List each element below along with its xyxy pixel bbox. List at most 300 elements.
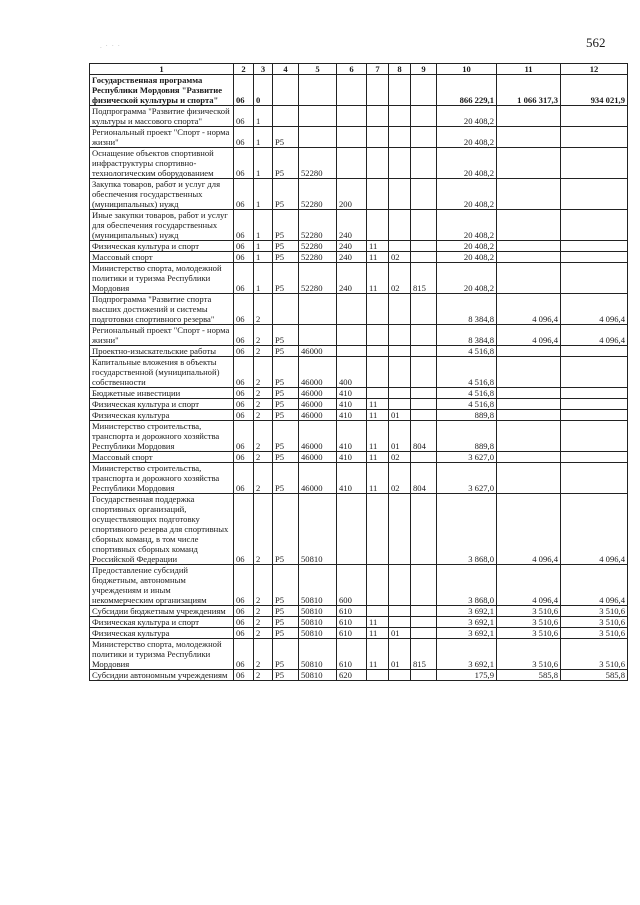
cell-col-8 [389,494,411,565]
cell-col-4: P5 [273,263,299,294]
cell-col-7: 11 [367,463,389,494]
row-name-cell: Государственная поддержка спортивных организаций, осуществляющих подготовку спортивного резерва для спортивных сборных команд, в том числе спортивных сборных команд Российской Федерации [90,494,234,565]
cell-col-5: 52280 [299,241,337,252]
cell-col-7: 11 [367,241,389,252]
row-name-cell: Министерство спорта, молодежной политики и туризма Республики Мордовия [90,263,234,294]
cell-col-11: 3 510,6 [497,606,561,617]
cell-col-7 [367,606,389,617]
cell-col-12: 585,8 [561,670,628,681]
cell-col-9 [411,628,437,639]
cell-col-8 [389,617,411,628]
cell-col-2: 06 [234,606,254,617]
cell-col-8 [389,606,411,617]
cell-col-4: P5 [273,325,299,346]
cell-col-5: 46000 [299,421,337,452]
table-header-row [90,64,628,75]
cell-col-10: 20 408,2 [437,241,497,252]
cell-col-11 [497,388,561,399]
cell-col-3: 1 [254,127,273,148]
cell-col-11 [497,148,561,179]
cell-col-3: 1 [254,179,273,210]
cell-col-2: 06 [234,263,254,294]
cell-col-8: 02 [389,452,411,463]
cell-col-9 [411,148,437,179]
cell-col-8 [389,210,411,241]
cell-col-2: 06 [234,106,254,127]
cell-col-10: 866 229,1 [437,75,497,106]
cell-col-7 [367,670,389,681]
table-row [90,410,628,421]
cell-col-3: 2 [254,628,273,639]
cell-col-11 [497,179,561,210]
cell-col-5 [299,106,337,127]
cell-col-12 [561,388,628,399]
cell-col-12 [561,210,628,241]
cell-col-4: P5 [273,241,299,252]
cell-col-5 [299,325,337,346]
cell-col-3: 2 [254,388,273,399]
cell-col-9 [411,606,437,617]
cell-col-11 [497,399,561,410]
cell-col-9: 815 [411,263,437,294]
cell-col-2: 06 [234,670,254,681]
cell-col-12 [561,463,628,494]
scan-artifact: . · · · [100,42,121,50]
row-name-cell: Региональный проект "Спорт - норма жизни" [90,325,234,346]
cell-col-12 [561,399,628,410]
cell-col-10: 20 408,2 [437,179,497,210]
cell-col-7 [367,357,389,388]
cell-col-11: 4 096,4 [497,294,561,325]
cell-col-8: 01 [389,628,411,639]
cell-col-10: 3 692,1 [437,639,497,670]
cell-col-12: 3 510,6 [561,606,628,617]
cell-col-7 [367,75,389,106]
cell-col-10: 4 516,8 [437,399,497,410]
cell-col-7: 11 [367,252,389,263]
cell-col-10: 3 868,0 [437,565,497,606]
cell-col-2: 06 [234,357,254,388]
row-name-cell: Массовый спорт [90,452,234,463]
cell-col-3: 2 [254,421,273,452]
cell-col-4: P5 [273,670,299,681]
cell-col-4: P5 [273,421,299,452]
cell-col-12 [561,179,628,210]
cell-col-10: 3 868,0 [437,494,497,565]
cell-col-10: 20 408,2 [437,148,497,179]
cell-col-7: 11 [367,410,389,421]
cell-col-9 [411,294,437,325]
cell-col-6: 410 [337,399,367,410]
cell-col-10: 20 408,2 [437,106,497,127]
table-row [90,75,628,106]
cell-col-7 [367,148,389,179]
cell-col-7 [367,565,389,606]
cell-col-9: 804 [411,463,437,494]
cell-col-12: 4 096,4 [561,294,628,325]
cell-col-3: 1 [254,263,273,294]
table-row [90,325,628,346]
cell-col-10: 4 516,8 [437,388,497,399]
cell-col-4 [273,294,299,325]
cell-col-2: 06 [234,452,254,463]
column-header: 2 [234,64,254,75]
cell-col-3: 2 [254,565,273,606]
cell-col-5: 46000 [299,388,337,399]
cell-col-10: 20 408,2 [437,263,497,294]
cell-col-8: 01 [389,421,411,452]
cell-col-12 [561,357,628,388]
cell-col-2: 06 [234,148,254,179]
cell-col-9: 815 [411,639,437,670]
cell-col-12: 3 510,6 [561,628,628,639]
cell-col-8 [389,241,411,252]
cell-col-3: 1 [254,252,273,263]
cell-col-9 [411,410,437,421]
cell-col-7 [367,210,389,241]
cell-col-7: 11 [367,421,389,452]
column-header: 6 [337,64,367,75]
cell-col-8: 01 [389,639,411,670]
row-name-cell: Капитальные вложения в объекты государственной (муниципальной) собственности [90,357,234,388]
cell-col-11: 3 510,6 [497,628,561,639]
cell-col-8 [389,670,411,681]
cell-col-3: 1 [254,106,273,127]
table-row [90,106,628,127]
cell-col-6: 410 [337,452,367,463]
cell-col-12 [561,241,628,252]
cell-col-5: 50810 [299,565,337,606]
cell-col-4: P5 [273,346,299,357]
table-row [90,210,628,241]
cell-col-7 [367,325,389,346]
cell-col-8 [389,346,411,357]
cell-col-11 [497,241,561,252]
cell-col-10: 3 627,0 [437,452,497,463]
cell-col-4: P5 [273,410,299,421]
cell-col-9 [411,452,437,463]
cell-col-10: 3 692,1 [437,617,497,628]
cell-col-8 [389,565,411,606]
table-row [90,617,628,628]
cell-col-4: P5 [273,210,299,241]
cell-col-12: 4 096,4 [561,325,628,346]
cell-col-3: 2 [254,294,273,325]
cell-col-4: P5 [273,388,299,399]
cell-col-5: 50810 [299,639,337,670]
cell-col-3: 2 [254,606,273,617]
cell-col-8 [389,106,411,127]
cell-col-5: 46000 [299,452,337,463]
cell-col-10: 3 627,0 [437,463,497,494]
row-name-cell: Подпрограмма "Развитие физической культуры и массового спорта" [90,106,234,127]
cell-col-9 [411,179,437,210]
table-row [90,494,628,565]
cell-col-7: 11 [367,263,389,294]
cell-col-12: 3 510,6 [561,639,628,670]
cell-col-6: 610 [337,606,367,617]
cell-col-8 [389,325,411,346]
cell-col-9 [411,346,437,357]
cell-col-2: 06 [234,421,254,452]
cell-col-8: 02 [389,252,411,263]
cell-col-8 [389,148,411,179]
cell-col-2: 06 [234,294,254,325]
cell-col-11 [497,263,561,294]
cell-col-9 [411,399,437,410]
cell-col-5 [299,294,337,325]
cell-col-11 [497,346,561,357]
cell-col-2: 06 [234,325,254,346]
cell-col-5: 50810 [299,670,337,681]
cell-col-6: 240 [337,252,367,263]
row-name-cell: Субсидии автономным учреждениям [90,670,234,681]
table-row [90,565,628,606]
column-header: 4 [273,64,299,75]
cell-col-9 [411,241,437,252]
cell-col-2: 06 [234,179,254,210]
cell-col-8 [389,399,411,410]
cell-col-12 [561,421,628,452]
cell-col-5: 46000 [299,410,337,421]
cell-col-2: 06 [234,241,254,252]
cell-col-8 [389,357,411,388]
table-body [90,75,628,681]
cell-col-9 [411,357,437,388]
row-name-cell: Подпрограмма "Развитие спорта высших достижений и системы подготовки спортивного резерва" [90,294,234,325]
cell-col-6 [337,294,367,325]
cell-col-4: P5 [273,452,299,463]
cell-col-4: P5 [273,494,299,565]
cell-col-9 [411,75,437,106]
table-row [90,463,628,494]
cell-col-4: P5 [273,357,299,388]
cell-col-12 [561,127,628,148]
cell-col-11 [497,410,561,421]
cell-col-3: 2 [254,494,273,565]
cell-col-11: 1 066 317,3 [497,75,561,106]
cell-col-8 [389,75,411,106]
table-row [90,421,628,452]
table-row [90,606,628,617]
cell-col-5 [299,75,337,106]
cell-col-5: 52280 [299,210,337,241]
cell-col-3: 2 [254,357,273,388]
cell-col-4: P5 [273,565,299,606]
row-name-cell: Физическая культура [90,410,234,421]
cell-col-6 [337,346,367,357]
row-name-cell: Проектно-изыскательские работы [90,346,234,357]
cell-col-12: 3 510,6 [561,617,628,628]
cell-col-5: 52280 [299,179,337,210]
cell-col-3: 2 [254,463,273,494]
cell-col-6 [337,127,367,148]
cell-col-7 [367,494,389,565]
row-name-cell: Министерство спорта, молодежной политики и туризма Республики Мордовия [90,639,234,670]
table-row [90,388,628,399]
cell-col-4: P5 [273,148,299,179]
cell-col-7: 11 [367,628,389,639]
cell-col-4: P5 [273,628,299,639]
column-header: 3 [254,64,273,75]
cell-col-6: 610 [337,639,367,670]
cell-col-6: 600 [337,565,367,606]
cell-col-12 [561,106,628,127]
cell-col-8 [389,179,411,210]
cell-col-6: 410 [337,463,367,494]
cell-col-2: 06 [234,639,254,670]
row-name-cell: Министерство строительства, транспорта и дорожного хозяйства Республики Мордовия [90,421,234,452]
table-row [90,148,628,179]
column-header: 11 [497,64,561,75]
cell-col-7: 11 [367,639,389,670]
cell-col-3: 1 [254,210,273,241]
cell-col-5: 50810 [299,494,337,565]
cell-col-3: 1 [254,148,273,179]
cell-col-10: 4 516,8 [437,357,497,388]
cell-col-2: 06 [234,628,254,639]
cell-col-6: 200 [337,179,367,210]
cell-col-3: 2 [254,325,273,346]
cell-col-10: 20 408,2 [437,127,497,148]
table-row [90,127,628,148]
column-header: 7 [367,64,389,75]
cell-col-6 [337,494,367,565]
row-name-cell: Региональный проект "Спорт - норма жизни" [90,127,234,148]
cell-col-5: 46000 [299,357,337,388]
cell-col-6: 240 [337,263,367,294]
cell-col-11 [497,357,561,388]
cell-col-3: 2 [254,410,273,421]
row-name-cell: Закупка товаров, работ и услуг для обеспечения государственных (муниципальных) нужд [90,179,234,210]
row-name-cell: Предоставление субсидий бюджетным, автономным учреждениям и иным некоммерческим организациям [90,565,234,606]
cell-col-2: 06 [234,463,254,494]
cell-col-11 [497,210,561,241]
cell-col-12: 4 096,4 [561,494,628,565]
cell-col-7 [367,127,389,148]
cell-col-12 [561,263,628,294]
table-row [90,294,628,325]
cell-col-3: 1 [254,241,273,252]
cell-col-9 [411,106,437,127]
cell-col-3: 2 [254,639,273,670]
row-name-cell: Субсидии бюджетным учреждениям [90,606,234,617]
cell-col-5: 46000 [299,346,337,357]
cell-col-10: 20 408,2 [437,252,497,263]
cell-col-7 [367,346,389,357]
cell-col-12: 4 096,4 [561,565,628,606]
cell-col-10: 889,8 [437,421,497,452]
cell-col-9 [411,388,437,399]
cell-col-5: 46000 [299,463,337,494]
table-row [90,452,628,463]
cell-col-2: 06 [234,617,254,628]
cell-col-10: 3 692,1 [437,628,497,639]
cell-col-4 [273,106,299,127]
cell-col-7: 11 [367,617,389,628]
cell-col-11: 4 096,4 [497,494,561,565]
column-header: 5 [299,64,337,75]
cell-col-12 [561,452,628,463]
cell-col-8 [389,388,411,399]
cell-col-6: 620 [337,670,367,681]
cell-col-11 [497,452,561,463]
cell-col-6: 400 [337,357,367,388]
cell-col-9 [411,617,437,628]
cell-col-7 [367,388,389,399]
cell-col-6 [337,75,367,106]
cell-col-10: 889,8 [437,410,497,421]
cell-col-2: 06 [234,399,254,410]
cell-col-6: 410 [337,388,367,399]
cell-col-7: 11 [367,399,389,410]
cell-col-11 [497,421,561,452]
cell-col-2: 06 [234,565,254,606]
cell-col-11 [497,252,561,263]
page-number: 562 [586,35,606,50]
cell-col-10: 8 384,8 [437,325,497,346]
cell-col-8: 02 [389,463,411,494]
table-row [90,252,628,263]
cell-col-5: 50810 [299,628,337,639]
cell-col-8 [389,127,411,148]
row-name-cell: Массовый спорт [90,252,234,263]
cell-col-6 [337,148,367,179]
cell-col-3: 2 [254,346,273,357]
cell-col-11: 585,8 [497,670,561,681]
cell-col-5: 46000 [299,399,337,410]
column-header: 1 [90,64,234,75]
row-name-cell: Физическая культура [90,628,234,639]
cell-col-2: 06 [234,388,254,399]
cell-col-3: 2 [254,399,273,410]
row-name-cell: Оснащение объектов спортивной инфраструктуры спортивно-технологическим оборудованием [90,148,234,179]
cell-col-10: 8 384,8 [437,294,497,325]
cell-col-2: 06 [234,127,254,148]
cell-col-7 [367,294,389,325]
cell-col-6 [337,325,367,346]
cell-col-2: 06 [234,210,254,241]
cell-col-4: P5 [273,127,299,148]
cell-col-10: 4 516,8 [437,346,497,357]
cell-col-2: 06 [234,252,254,263]
cell-col-6: 240 [337,241,367,252]
row-name-cell: Министерство строительства, транспорта и дорожного хозяйства Республики Мордовия [90,463,234,494]
row-name-cell: Бюджетные инвестиции [90,388,234,399]
cell-col-9: 804 [411,421,437,452]
cell-col-9 [411,210,437,241]
cell-col-6 [337,106,367,127]
cell-col-9 [411,127,437,148]
column-header: 8 [389,64,411,75]
cell-col-8: 02 [389,263,411,294]
column-header: 12 [561,64,628,75]
cell-col-4 [273,75,299,106]
cell-col-5: 50810 [299,617,337,628]
cell-col-3: 2 [254,670,273,681]
cell-col-11: 4 096,4 [497,325,561,346]
cell-col-2: 06 [234,494,254,565]
cell-col-8: 01 [389,410,411,421]
cell-col-4: P5 [273,179,299,210]
cell-col-6: 610 [337,617,367,628]
cell-col-5: 52280 [299,252,337,263]
cell-col-6: 610 [337,628,367,639]
table-row [90,357,628,388]
cell-col-5: 50810 [299,606,337,617]
column-header: 9 [411,64,437,75]
cell-col-6: 240 [337,210,367,241]
